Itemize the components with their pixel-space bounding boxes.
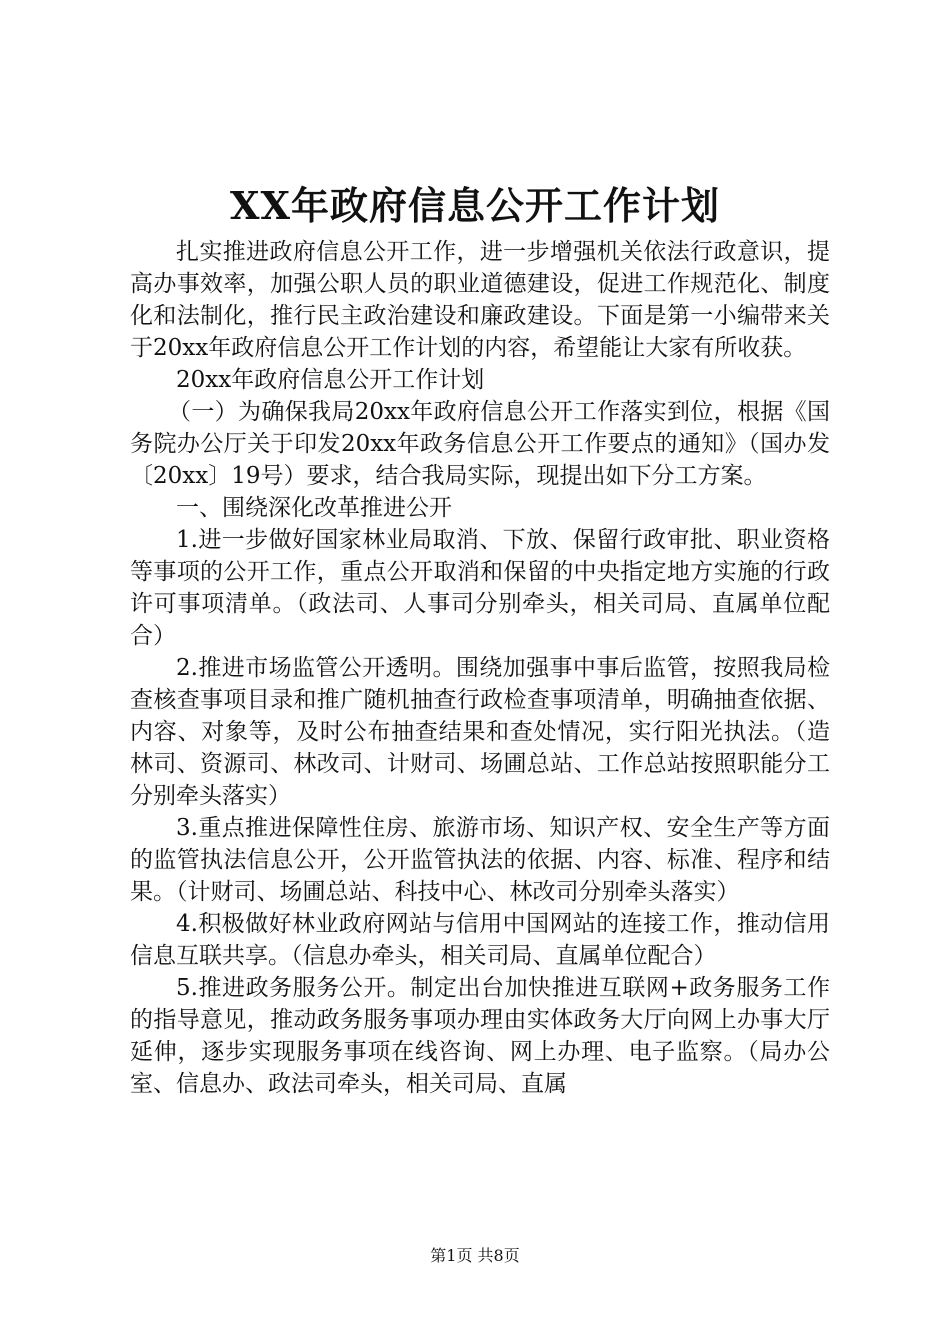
intro-paragraph: 扎实推进政府信息公开工作，进一步增强机关依法行政意识，提高办事效率，加强公职人员的职业道德建设，促进工作规范化、制度化和法制化，推行民主政治建设和廉政建设。下面是第一小编带来关于20xx年政府信息公开工作计划的内容，希望能让大家有所收获。: [130, 239, 830, 361]
page-footer: 第1页 共8页: [430, 1246, 520, 1265]
list-item-5: 5.推进政务服务公开。制定出台加快推进互联网+政务服务工作的指导意见，推动政务服务事项办理由实体政务大厅向网上办事大厅延伸，逐步实现服务事项在线咨询、网上办理、电子监察。（局办公室、信息办、政法司牵头，相关司局、直属: [130, 975, 830, 1097]
paragraph-part-one: （一）为确保我局20xx年政府信息公开工作落实到位，根据《国务院办公厅关于印发20xx年政务信息公开工作要点的通知》（国办发〔20xx〕19号）要求，结合我局实际，现提出如下分工方案。: [130, 399, 830, 489]
document-body: [130, 236, 830, 1100]
list-item-4: 4.积极做好林业政府网站与信用中国网站的连接工作，推动信用信息互联共享。（信息办牵头，相关司局、直属单位配合）: [130, 911, 830, 969]
list-item-1: 1.进一步做好国家林业局取消、下放、保留行政审批、职业资格等事项的公开工作，重点公开取消和保留的中央指定地方实施的行政许可事项清单。（政法司、人事司分别牵头，相关司局、直属单位配合）: [130, 527, 830, 649]
subsection-heading: 一、围绕深化改革推进公开: [176, 495, 452, 521]
list-item-2: 2.推进市场监管公开透明。围绕加强事中事后监管，按照我局检查核查事项目录和推广随机抽查行政检查事项清单，明确抽查依据、内容、对象等，及时公布抽查结果和查处情况，实行阳光执法。（造林司、资源司、林改司、计财司、场圃总站、工作总站按照职能分工分别牵头落实）: [130, 655, 830, 809]
section-heading: 20xx年政府信息公开工作计划: [176, 367, 485, 393]
document-title: XX年政府信息公开工作计划: [230, 183, 720, 228]
list-item-3: 3.重点推进保障性住房、旅游市场、知识产权、安全生产等方面的监管执法信息公开，公开监管执法的依据、内容、标准、程序和结果。（计财司、场圃总站、科技中心、林改司分别牵头落实）: [130, 815, 830, 905]
